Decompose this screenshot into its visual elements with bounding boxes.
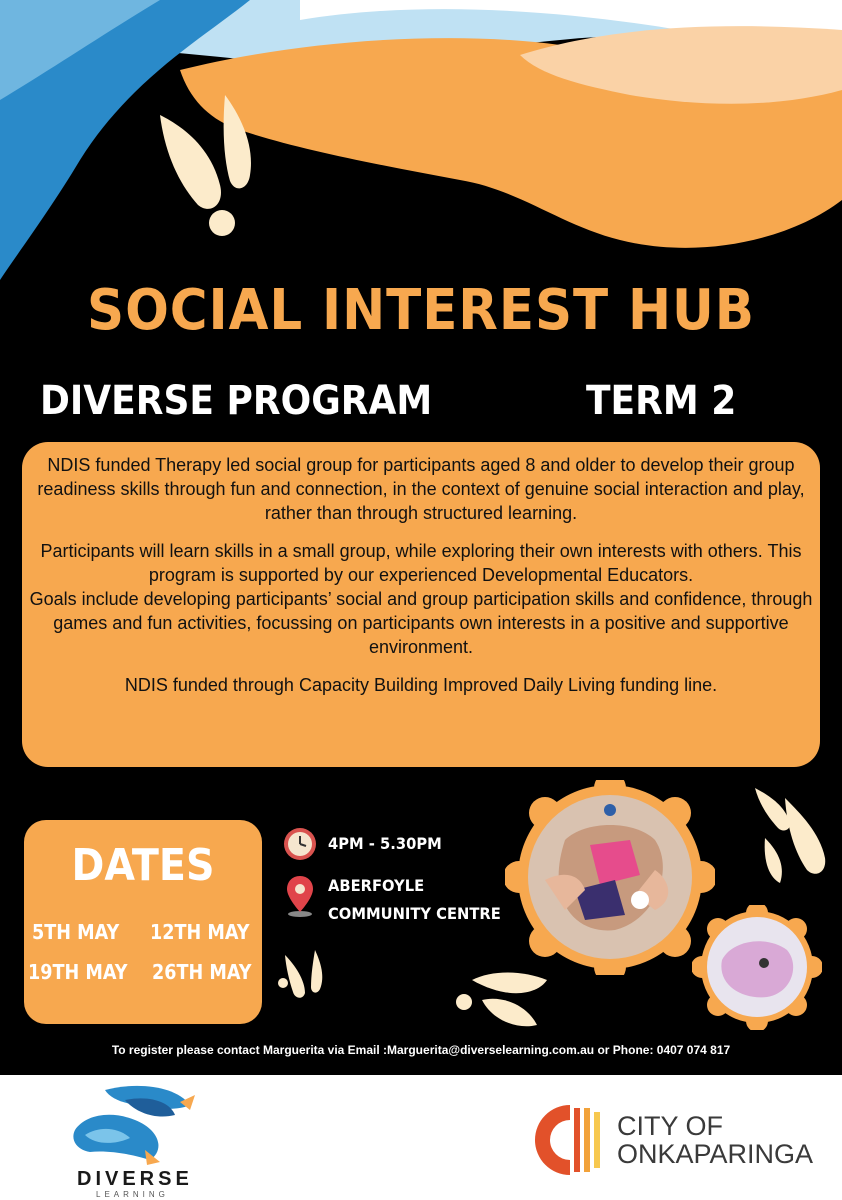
decorative-waves [0,0,842,300]
term-label: TERM 2 [586,378,737,424]
city-of-onkaparinga-logo-icon [530,1100,610,1180]
program-name: DIVERSE PROGRAM [40,378,433,424]
date-item: 5TH MAY [32,920,120,944]
dates-box [24,820,262,1024]
activity-photo-hands [505,780,715,975]
petal-decoration-bottom [452,960,552,1035]
diverse-learning-logo-icon [65,1080,205,1170]
city-of-onkaparinga-logo-text [617,1112,813,1168]
diverse-learning-logo-subtext: LEARNING [96,1190,169,1199]
location-line-2: COMMUNITY CENTRE [328,904,501,923]
description-paragraph-4: NDIS funded through Capacity Building Improved Daily Living funding line. [124,675,718,695]
map-pin-icon [284,874,316,918]
diverse-learning-logo-text: DIVERSE [77,1168,193,1190]
city-logo-line-2: ONKAPARINGA [617,1139,814,1169]
activity-photo-slime [692,905,822,1030]
petal-decoration-small [275,945,335,1005]
description-paragraph-2: Participants will learn skills in a small group, while exploring their own interests with others. This program is supported by our experienced Developmental Educators. [40,541,802,585]
city-logo-line-1: CITY OF [617,1111,724,1141]
session-time: 4PM - 5.30PM [328,834,442,853]
clock-icon [282,826,318,862]
petal-decoration-top [140,85,270,245]
petal-decoration-right [745,778,837,888]
contact-line: To register please contact Marguerita via Email :Marguerita@diverselearning.com.au or Phone: 0407 074 817 [111,1043,731,1057]
description-paragraph-3: Goals include developing participants’ social and group participation skills and confidence, through games and fun activities, focussing on participants own interests in a positive and supportive environment. [29,589,813,657]
date-item: 26TH MAY [152,960,252,984]
dates-title: DATES [71,840,215,891]
date-item: 12TH MAY [150,920,250,944]
poster-title: SOCIAL INTEREST HUB [87,278,755,343]
description-paragraph-1: NDIS funded Therapy led social group for participants aged 8 and older to develop their group readiness skills through fun and connection, in the context of genuine social interaction and play, rather than through structured learning. [37,455,805,523]
location-line-1: ABERFOYLE [328,876,425,895]
description-box [22,442,820,767]
date-item: 19TH MAY [28,960,128,984]
